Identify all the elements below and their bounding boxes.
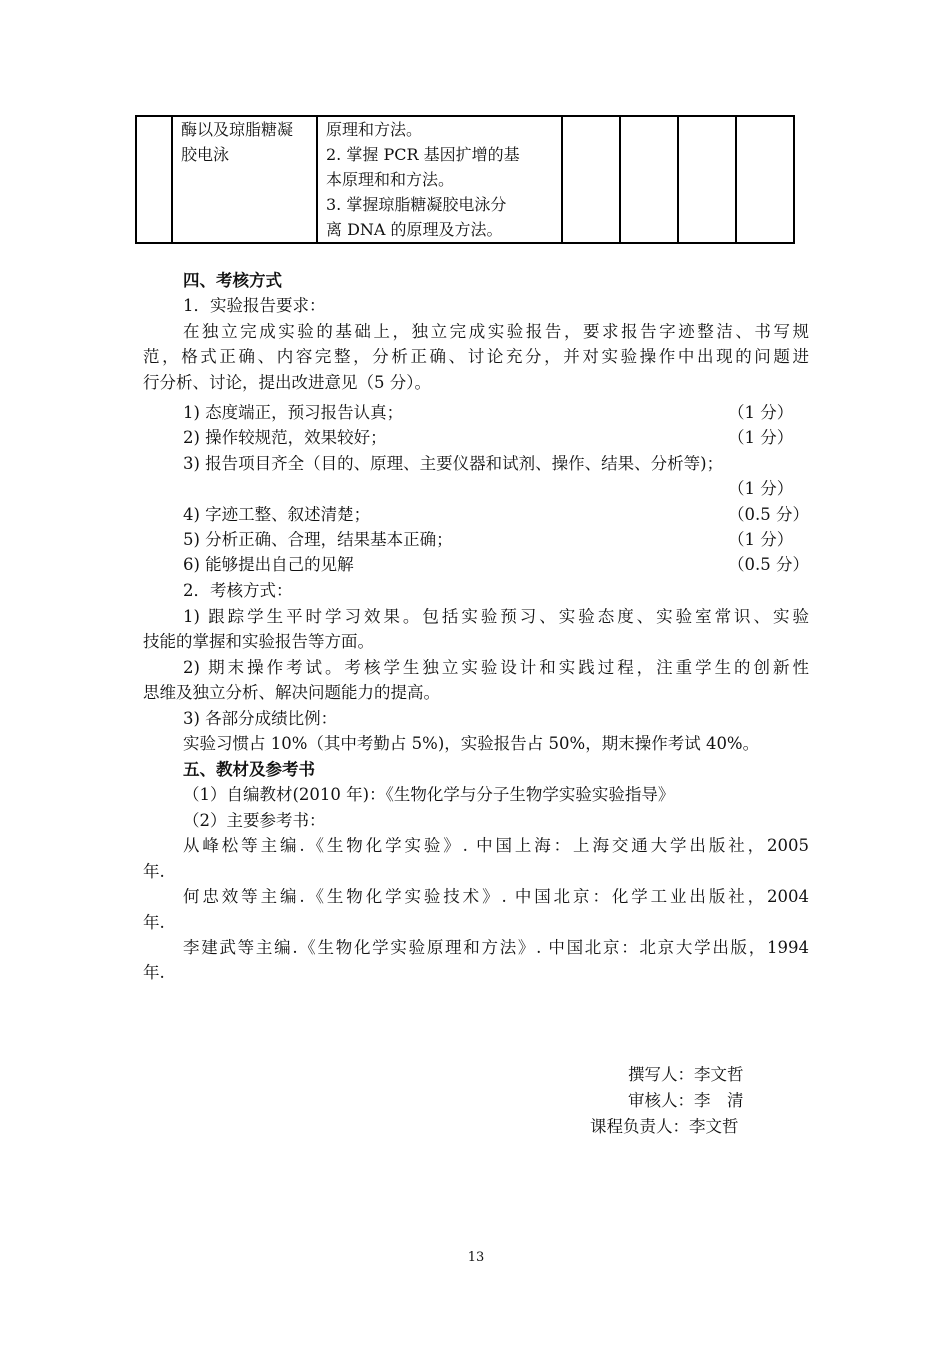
list-item-points: （1 分） (728, 403, 794, 422)
list-item: （2）主要参考书： (183, 811, 326, 830)
subheading-assessment-methods: 2．考核方式： (183, 581, 293, 600)
table-cell-empty (620, 116, 678, 243)
section-heading-textbooks: 五、教材及参考书 (183, 760, 315, 779)
list-item: 5) 分析正确、合理，结果基本正确； (183, 530, 453, 549)
paragraph-line: 范，格式正确、内容完整，分析正确、讨论充分，并对实验操作中出现的问题进 (143, 347, 809, 366)
table-cell-index (136, 116, 172, 243)
cell-line: 胶电泳 (181, 145, 230, 164)
signature-course-owner: 课程负责人：李文哲 (590, 1117, 739, 1136)
paragraph-line: 在独立完成实验的基础上，独立完成实验报告，要求报告字迹整洁、书写规 (183, 322, 809, 341)
signature-writer: 撰写人：李文哲 (628, 1065, 744, 1084)
paragraph-line: 思维及独立分析、解决问题能力的提高。 (143, 683, 440, 702)
table-cell-empty (562, 116, 620, 243)
paragraph-line: 技能的掌握和实验报告等方面。 (143, 632, 374, 651)
cell-line: 原理和方法。 (326, 120, 423, 139)
cell-line: 2. 掌握 PCR 基因扩增的基 (326, 145, 520, 164)
list-item: （1）自编教材(2010 年)：《生物化学与分子生物学实验实验指导》 (183, 785, 675, 804)
signature-reviewer: 审核人：李 清 (628, 1091, 744, 1110)
page-number: 13 (467, 1250, 485, 1265)
list-item: 3) 报告项目齐全（目的、原理、主要仪器和试剂、操作、结果、分析等)； (183, 454, 724, 473)
reference-line: 年. (143, 913, 165, 932)
paragraph-line: 1) 跟踪学生平时学习效果。包括实验预习、实验态度、实验室常识、实验 (183, 607, 809, 626)
cell-line: 3. 掌握琼脂糖凝胶电泳分 (326, 195, 507, 214)
reference-line: 从峰松等主编.《生物化学实验》. 中国上海：上海交通大学出版社，2005 (183, 836, 809, 855)
table-cell-content (317, 116, 562, 243)
paragraph-line: 行分析、讨论，提出改进意见（5 分）。 (143, 373, 431, 392)
list-item: 4) 字迹工整、叙述清楚； (183, 505, 371, 524)
list-item: 2) 操作较规范，效果较好； (183, 428, 387, 447)
list-item: 1) 态度端正，预习报告认真； (183, 403, 404, 422)
table-cell-empty (736, 116, 794, 243)
list-item-points: （0.5 分） (728, 555, 809, 574)
reference-line: 年. (143, 862, 165, 881)
cell-line: 酶以及琼脂糖凝 (181, 120, 294, 139)
list-item: 6) 能够提出自己的见解 (183, 555, 354, 574)
list-item-points: （1 分） (728, 428, 794, 447)
section-heading-assessment: 四、考核方式 (183, 271, 282, 290)
table-cell-empty (678, 116, 736, 243)
course-table (135, 115, 795, 244)
cell-line: 本原理和和方法。 (326, 170, 455, 189)
reference-line: 李建武等主编.《生物化学实验原理和方法》. 中国北京：北京大学出版，1994 (183, 938, 809, 957)
paragraph-line: 3) 各部分成绩比例： (183, 709, 338, 728)
reference-line: 年. (143, 963, 165, 982)
list-item-points: （1 分） (728, 479, 794, 498)
cell-line: 离 DNA 的原理及方法。 (326, 220, 503, 239)
list-item-points: （0.5 分） (728, 505, 809, 524)
subheading-report-requirements: 1．实验报告要求： (183, 296, 326, 315)
list-item-points: （1 分） (728, 530, 794, 549)
reference-line: 何忠效等主编.《生物化学实验技术》. 中国北京：化学工业出版社，2004 (183, 887, 809, 906)
grade-ratio: 实验习惯占 10%（其中考勤占 5%)，实验报告占 50%，期末操作考试 40%。 (183, 734, 760, 753)
paragraph-line: 2) 期末操作考试。考核学生独立实验设计和实践过程，注重学生的创新性 (183, 658, 809, 677)
table-cell-title (172, 116, 317, 243)
table-row (136, 116, 794, 243)
